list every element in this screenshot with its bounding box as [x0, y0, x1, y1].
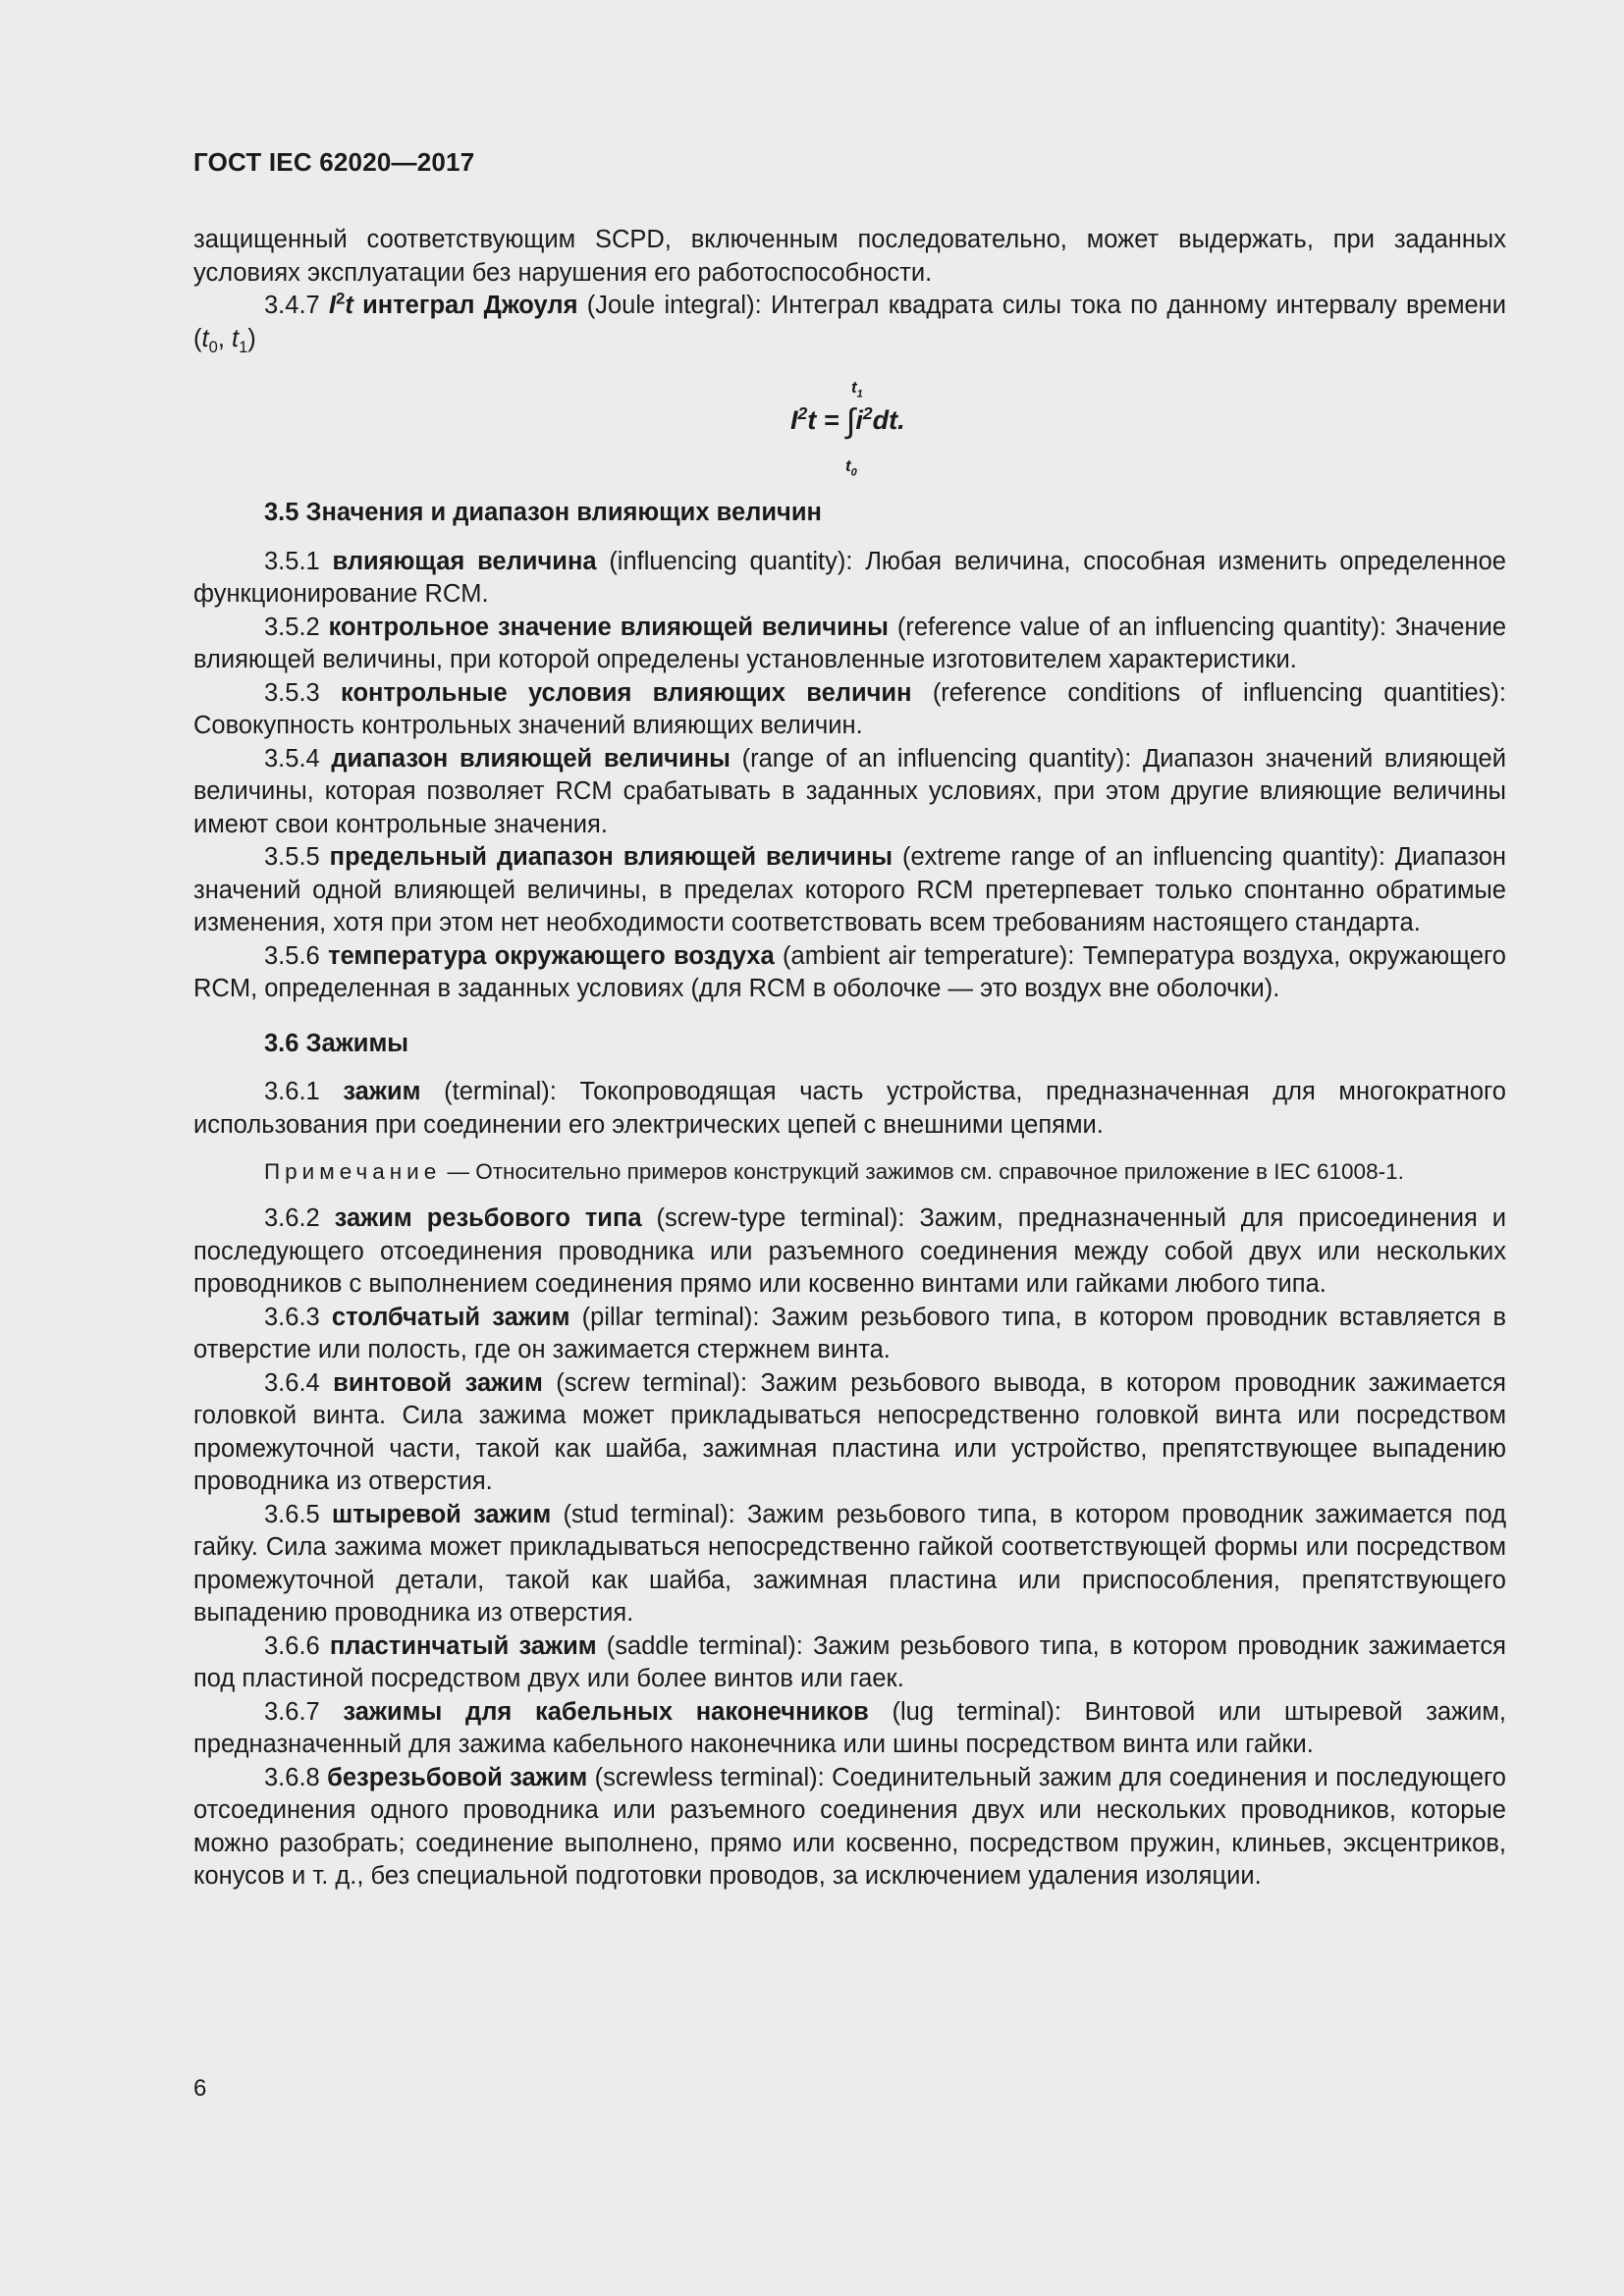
definition-3-6-3: 3.6.3 столбчатый зажим (pillar terminal): Зажим резьбового типа, в котором проводник вставляется в отверстие или полость, где он зажимается стержнем винта.: [193, 1303, 1506, 1363]
definition-3-5-5: 3.5.5 предельный диапазон влияющей величины (extreme range of an influencing quantity): Диапазон значений одной влияющей величины, в пределах которого RCM претерпевает только спонтанно обратимые изменения, хотя при этом нет необходимости соответствовать всем требованиям настоящего стандарта.: [193, 843, 1506, 936]
definition-3-5-2: 3.5.2 контрольное значение влияющей величины (reference value of an influencing quantity): Значение влияющей величины, при которой определены установленные изготовителем характеристики.: [193, 613, 1507, 673]
intro-paragraph: защищенный соответствующим SCPD, включенным последовательно, может выдержать, при заданных условиях эксплуатации без нарушения его работоспособности.: [193, 226, 1506, 287]
definition-3-4-7: 3.4.7 $I^2t$ интеграл Джоуля (Joule integral): Интеграл квадрата силы тока по данному интервалу времени ($t_0$, $t_1$): [193, 289, 1506, 356]
section-heading-3-6: 3.6 Зажимы: [264, 1029, 409, 1057]
formula-expression: $I^2t = \int i^2dt$.: [790, 402, 905, 440]
definition-3-6-1: 3.6.1 зажим (terminal): Токопроводящая часть устройства, предназначенная для многократного использования при соединении его электрических цепей с внешними цепями.: [193, 1078, 1506, 1139]
section-heading-3-5: 3.5 Значения и диапазон влияющих величин: [264, 499, 822, 526]
integral-sign: ∫: [846, 402, 856, 440]
integral-lower-limit: $t_0$: [845, 456, 857, 479]
joule-integral-formula: [193, 359, 1506, 479]
integral-upper-limit: $t_1$: [851, 378, 863, 400]
definition-3-5-6: 3.5.6 температура окружающего воздуха (ambient air temperature): Температура воздуха, окружающего RCM, определенная в заданных условиях (для RCM в оболочке — это воздух вне оболочки).: [193, 941, 1506, 1002]
definition-3-6-5: 3.6.5 штыревой зажим (stud terminal): Зажим резьбового типа, в котором проводник зажимается под гайку. Сила зажима может прикладываться непосредственно гайкой соответствующей формы или посредством промежуточной детали, такой как шайба, зажимная пластина или приспособления, препятствующего выпадению проводника из отверстия.: [193, 1500, 1506, 1627]
definition-3-6-8: 3.6.8 безрезьбовой зажим (screwless terminal): Соединительный зажим для соединения и последующего отсоединения одного проводника или разъемного соединения двух или нескольких проводников, которые можно разобрать; соединение выполнено, прямо или косвенно, посредством пружин, клиньев, эксцентриков, конусов и т. д., без специальной подготовки проводов, за исключением удаления изоляции.: [193, 1763, 1506, 1890]
document-body: [193, 224, 1506, 1894]
definition-3-5-1: 3.5.1 влияющая величина (influencing quantity): Любая величина, способная изменить определенное функционирование RCM.: [193, 547, 1506, 608]
definition-3-6-6: 3.6.6 пластинчатый зажим (saddle terminal): Зажим резьбового типа, в котором проводник зажимается под пластиной посредством двух или более винтов или гаек.: [193, 1631, 1506, 1692]
definition-3-6-4: 3.6.4 винтовой зажим (screw terminal): Зажим резьбового вывода, в котором проводник зажимается головкой винта. Сила зажима может прикладываться непосредственно головкой винта или посредством промежуточной части, такой как шайба, зажимная пластина или устройство, препятствующее выпадению проводника из отверстия.: [193, 1368, 1506, 1495]
definition-3-6-2: 3.6.2 зажим резьбового типа (screw-type terminal): Зажим, предназначенный для присоединения и последующего отсоединения проводника или разъемного соединения между собой двух или нескольких проводников с выполнением соединения прямо или косвенно винтами или гайками любого типа.: [193, 1204, 1506, 1298]
definition-3-5-4: 3.5.4 диапазон влияющей величины (range of an influencing quantity): Диапазон значений влияющей величины, которая позволяет RCM срабатывать в заданных условиях, при этом другие влияющие величины имеют свои контрольные значения.: [193, 744, 1506, 838]
definition-3-5-3: 3.5.3 контрольные условия влияющих величин (reference conditions of influencing quantities): Совокупность контрольных значений влияющих величин.: [193, 678, 1506, 739]
page-number: 6: [193, 2075, 207, 2102]
note-label: Примечание: [264, 1159, 442, 1184]
document-header: ГОСТ IEC 62020—2017: [193, 147, 475, 177]
note-paragraph: Примечание — Относительно примеров конструкций зажимов см. справочное приложение в IEC 61008-1.: [264, 1159, 1404, 1184]
definition-3-6-7: 3.6.7 зажимы для кабельных наконечников (lug terminal): Винтовой или штыревой зажим, предназначенный для зажима кабельного наконечника или шины посредством винта или гайки.: [193, 1697, 1506, 1758]
